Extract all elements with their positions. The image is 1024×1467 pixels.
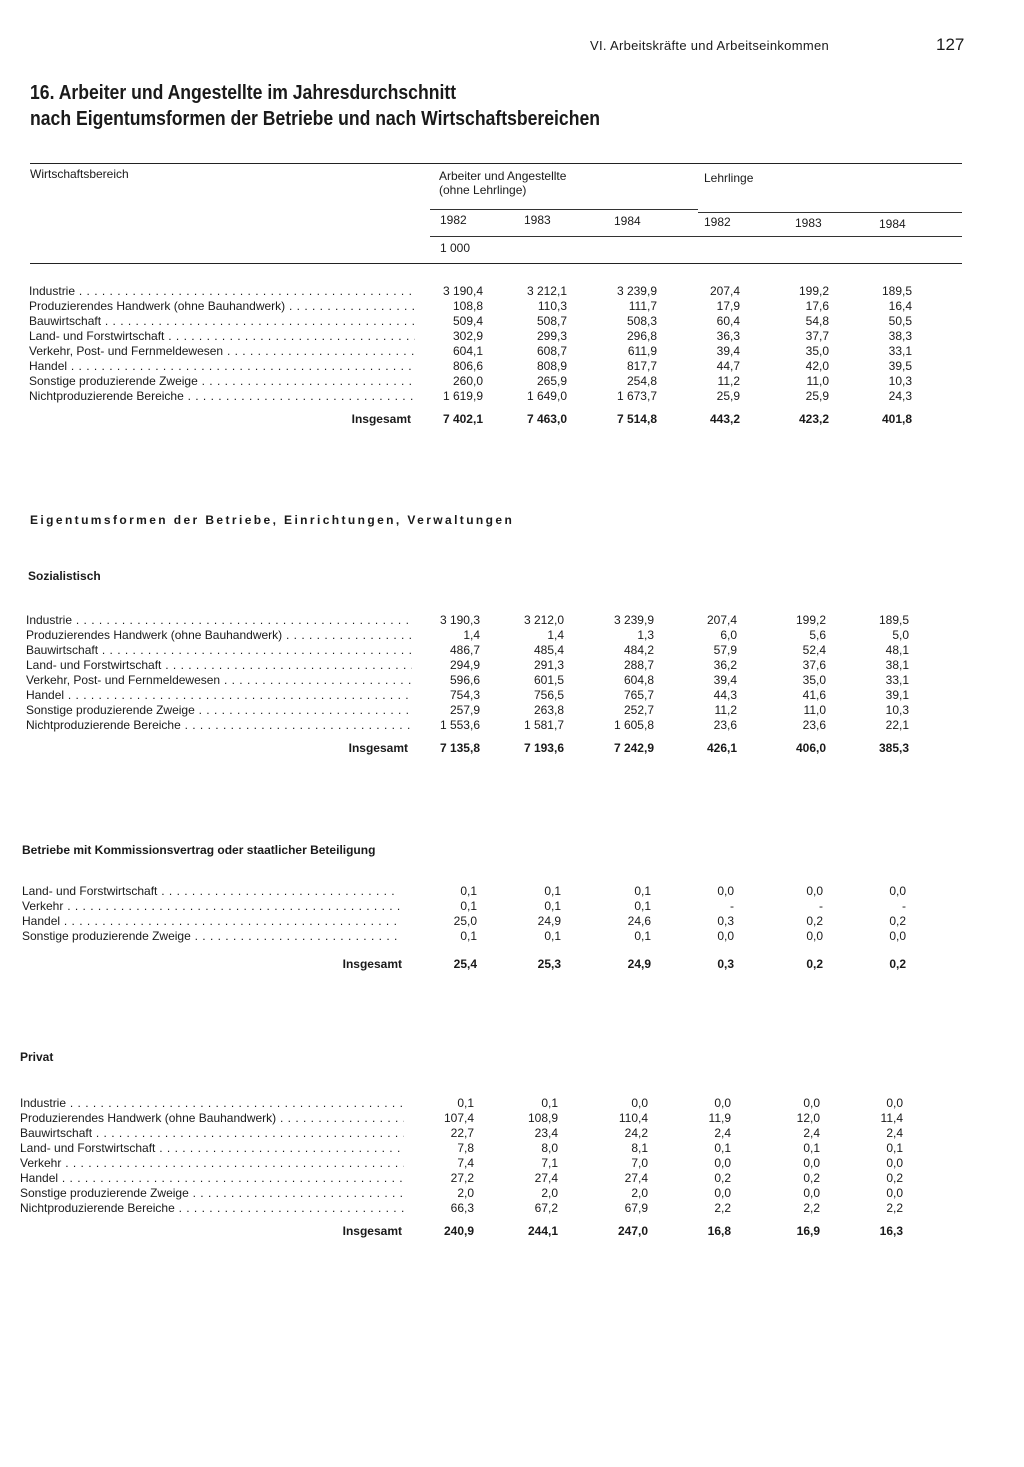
cell: 27,4 (624, 1171, 648, 1185)
cell: 16,8 (707, 1224, 731, 1238)
cell: 406,0 (795, 741, 826, 755)
cell: 5,0 (892, 628, 909, 642)
cell: 67,9 (624, 1201, 648, 1215)
row-label: Industrie . . . (26, 613, 412, 627)
cell: 6,0 (720, 628, 737, 642)
section-heading: Eigentumsformen der Betriebe, Einrichtungen, Verwaltungen (30, 513, 515, 527)
table-row (0, 1171, 1024, 1186)
cell: 0,0 (631, 1096, 648, 1110)
cell: 24,9 (537, 914, 561, 928)
cell: 0,0 (714, 1156, 731, 1170)
row-label: Bauwirtschaft . . . (20, 1126, 404, 1140)
cell: 754,3 (449, 688, 480, 702)
total-row (0, 741, 1024, 756)
cell: 426,1 (706, 741, 737, 755)
cell: 24,2 (624, 1126, 648, 1140)
block-heading-commission: Betriebe mit Kommissionsvertrag oder staatlicher Beteiligung (22, 843, 376, 857)
cell: 110,3 (537, 299, 567, 313)
table-row (0, 389, 1024, 404)
cell: 7,8 (457, 1141, 474, 1155)
cell: 0,1 (803, 1141, 820, 1155)
year-header-5: 1983 (795, 216, 822, 230)
row-label: Land- und Forstwirtschaft . . . (20, 1141, 404, 1155)
cell: 22,1 (885, 718, 909, 732)
cell: 608,7 (536, 344, 567, 358)
cell: 11,2 (714, 703, 737, 717)
cell: 240,9 (443, 1224, 474, 1238)
cell: 765,7 (623, 688, 654, 702)
total-row (0, 957, 1024, 972)
cell: 39,4 (713, 673, 737, 687)
cell: 0,3 (717, 957, 734, 971)
cell: 0,2 (714, 1171, 731, 1185)
cell: 0,2 (886, 1171, 903, 1185)
row-label: Sonstige produzierende Zweige . . . (29, 374, 415, 388)
year-header-3: 1984 (614, 214, 641, 228)
row-label: Sonstige produzierende Zweige . . . (20, 1186, 404, 1200)
cell: 25,0 (453, 914, 477, 928)
table-row (0, 299, 1024, 314)
row-label: Handel . . . (20, 1171, 404, 1185)
cell: 108,9 (527, 1111, 558, 1125)
cell: 288,7 (623, 658, 654, 672)
table-row (0, 703, 1024, 718)
cell: 0,1 (541, 1096, 558, 1110)
cell: 107,4 (443, 1111, 474, 1125)
cell: 756,5 (533, 688, 564, 702)
cell: 44,7 (716, 359, 740, 373)
total-label: Insgesamt (348, 741, 408, 755)
table-row (0, 1186, 1024, 1201)
cell: 36,2 (713, 658, 737, 672)
row-label: Industrie . . . (20, 1096, 404, 1110)
cell: 485,4 (533, 643, 564, 657)
row-label: Land- und Forstwirtschaft . . . (26, 658, 412, 672)
cell: 265,9 (536, 374, 567, 388)
cell: 11,2 (717, 374, 740, 388)
cell: 443,2 (709, 412, 740, 426)
cell: 0,1 (634, 929, 651, 943)
cell: 108,8 (452, 299, 483, 313)
cell: 35,0 (805, 344, 829, 358)
cell: 10,3 (888, 374, 912, 388)
cell: 67,2 (534, 1201, 558, 1215)
cell: 0,1 (460, 899, 477, 913)
cell: - (730, 899, 734, 913)
cell: 3 212,0 (523, 613, 564, 627)
unit-label: 1 000 (440, 241, 471, 255)
cell: 110,4 (618, 1111, 648, 1125)
block-heading-socialist: Sozialistisch (28, 569, 101, 583)
cell: 207,4 (709, 284, 740, 298)
cell: 23,6 (802, 718, 826, 732)
cell: 7 242,9 (613, 741, 654, 755)
cell: 7,4 (457, 1156, 474, 1170)
cell: 39,1 (885, 688, 909, 702)
cell: 244,1 (527, 1224, 558, 1238)
table-row (0, 688, 1024, 703)
cell: 111,7 (628, 299, 657, 313)
cell: 2,2 (886, 1201, 903, 1215)
group-rule-apprentices (698, 212, 962, 213)
cell: 257,9 (449, 703, 480, 717)
cell: 2,0 (457, 1186, 474, 1200)
table-row (0, 1096, 1024, 1111)
cell: 0,1 (544, 929, 561, 943)
cell: 247,0 (617, 1224, 648, 1238)
total-label: Insgesamt (342, 1224, 402, 1238)
cell: 16,4 (888, 299, 912, 313)
cell: 0,0 (886, 1096, 903, 1110)
cell: 25,3 (537, 957, 561, 971)
total-label: Insgesamt (351, 412, 411, 426)
cell: 11,0 (803, 703, 826, 717)
group-header-employees-line1: Arbeiter und Angestellte (439, 169, 567, 183)
cell: 0,2 (806, 957, 823, 971)
cell: 0,1 (634, 884, 651, 898)
cell: 10,3 (885, 703, 909, 717)
year-header-2: 1983 (524, 213, 551, 227)
cell: 0,0 (803, 1186, 820, 1200)
cell: 17,6 (805, 299, 829, 313)
table-row (0, 1156, 1024, 1171)
cell: 2,2 (803, 1201, 820, 1215)
cell: 0,1 (544, 884, 561, 898)
cell: 1 553,6 (439, 718, 480, 732)
row-label: Verkehr, Post- und Fernmeldewesen . . . (26, 673, 412, 687)
group-header-employees (439, 169, 566, 197)
cell: 23,6 (713, 718, 737, 732)
group-rule-employees (430, 209, 698, 210)
cell: 39,4 (716, 344, 740, 358)
table-row (0, 284, 1024, 299)
cell: 1,4 (463, 628, 480, 642)
cell: 1 581,7 (523, 718, 564, 732)
cell: 42,0 (805, 359, 829, 373)
table-row (0, 359, 1024, 374)
cell: 37,7 (805, 329, 829, 343)
cell: 207,4 (706, 613, 737, 627)
cell: 7,0 (631, 1156, 648, 1170)
cell: 1 619,9 (442, 389, 483, 403)
cell: 0,1 (457, 1096, 474, 1110)
cell: 0,2 (889, 914, 906, 928)
cell: 0,2 (806, 914, 823, 928)
row-label: Bauwirtschaft . . . (26, 643, 412, 657)
header-top-rule (30, 163, 962, 164)
cell: 27,2 (450, 1171, 474, 1185)
table-title-line2: nach Eigentumsformen der Betriebe und nach Wirtschaftsbereichen (30, 108, 601, 130)
cell: 3 239,9 (613, 613, 654, 627)
cell: 5,6 (809, 628, 826, 642)
cell: 3 190,4 (442, 284, 483, 298)
cell: 1 673,7 (616, 389, 657, 403)
cell: 24,3 (888, 389, 912, 403)
cell: 1 605,8 (613, 718, 654, 732)
cell: 401,8 (881, 412, 912, 426)
cell: 0,0 (806, 929, 823, 943)
cell: 11,9 (708, 1111, 731, 1125)
cell: 41,6 (802, 688, 826, 702)
cell: 0,3 (717, 914, 734, 928)
cell: 24,9 (627, 957, 651, 971)
table-row (0, 1141, 1024, 1156)
table-row (0, 673, 1024, 688)
row-label: Handel . . . (22, 914, 400, 928)
cell: 48,1 (885, 643, 909, 657)
row-label: Nichtproduzierende Bereiche . . . (20, 1201, 404, 1215)
row-label: Produzierendes Handwerk (ohne Bauhandwerk) . . . (26, 628, 412, 642)
row-label: Handel . . . (29, 359, 415, 373)
cell: 806,6 (452, 359, 483, 373)
cell: 0,0 (886, 1156, 903, 1170)
cell: 1,3 (637, 628, 654, 642)
cell: 601,5 (533, 673, 564, 687)
stub-header: Wirtschaftsbereich (30, 167, 129, 181)
cell: 25,9 (716, 389, 740, 403)
cell: 299,3 (536, 329, 567, 343)
cell: 0,2 (889, 957, 906, 971)
cell: 254,8 (626, 374, 657, 388)
cell: 509,4 (452, 314, 483, 328)
cell: 808,9 (536, 359, 567, 373)
cell: 0,0 (714, 1096, 731, 1110)
row-label: Sonstige produzierende Zweige . . . (22, 929, 400, 943)
cell: 604,1 (452, 344, 483, 358)
cell: 33,1 (885, 673, 909, 687)
cell: 44,3 (713, 688, 737, 702)
running-head: VI. Arbeitskräfte und Arbeitseinkommen (590, 38, 830, 53)
year-header-4: 1982 (704, 215, 731, 229)
cell: 2,0 (541, 1186, 558, 1200)
table-row (0, 374, 1024, 389)
cell: 60,4 (716, 314, 740, 328)
year-header-6: 1984 (879, 217, 906, 231)
row-label: Bauwirtschaft . . . (29, 314, 415, 328)
cell: 294,9 (449, 658, 480, 672)
cell: 2,0 (631, 1186, 648, 1200)
cell: 16,9 (796, 1224, 820, 1238)
table-row (0, 344, 1024, 359)
table-row (0, 884, 1024, 899)
table-title (30, 80, 600, 132)
table-row (0, 628, 1024, 643)
cell: 37,6 (802, 658, 826, 672)
cell: 7 402,1 (442, 412, 483, 426)
cell: 189,5 (878, 613, 909, 627)
row-label: Produzierendes Handwerk (ohne Bauhandwerk) . . . (29, 299, 415, 313)
group-header-apprentices: Lehrlinge (704, 171, 754, 185)
cell: 66,3 (450, 1201, 474, 1215)
cell: 39,5 (888, 359, 912, 373)
table-row (0, 1111, 1024, 1126)
row-label: Verkehr, Post- und Fernmeldewesen . . . (29, 344, 415, 358)
cell: 3 190,3 (439, 613, 480, 627)
cell: 16,3 (879, 1224, 903, 1238)
cell: 17,9 (716, 299, 740, 313)
cell: 25,9 (805, 389, 829, 403)
table-row (0, 929, 1024, 944)
cell: 508,7 (536, 314, 567, 328)
cell: 508,3 (626, 314, 657, 328)
years-rule (430, 236, 962, 237)
table-row (0, 613, 1024, 628)
total-row (0, 1224, 1024, 1239)
row-label: Land- und Forstwirtschaft . . . (22, 884, 400, 898)
row-label: Industrie . . . (29, 284, 415, 298)
cell: 36,3 (716, 329, 740, 343)
group-header-employees-line2: (ohne Lehrlinge) (439, 183, 527, 197)
cell: 12,0 (796, 1111, 820, 1125)
table-row (0, 899, 1024, 914)
cell: 11,4 (880, 1111, 903, 1125)
page-number: 127 (936, 35, 965, 54)
cell: 52,4 (802, 643, 826, 657)
cell: - (902, 899, 906, 913)
cell: 263,8 (533, 703, 564, 717)
cell: 11,0 (806, 374, 829, 388)
cell: 35,0 (802, 673, 826, 687)
row-label: Land- und Forstwirtschaft . . . (29, 329, 415, 343)
row-label: Verkehr . . . (22, 899, 400, 913)
cell: 22,7 (450, 1126, 474, 1140)
table-row (0, 914, 1024, 929)
cell: 0,1 (460, 929, 477, 943)
cell: 23,4 (534, 1126, 558, 1140)
cell: 38,1 (885, 658, 909, 672)
cell: 0,1 (544, 899, 561, 913)
cell: 260,0 (452, 374, 483, 388)
table-row (0, 1126, 1024, 1141)
total-label: Insgesamt (342, 957, 402, 971)
table-row (0, 643, 1024, 658)
header-bottom-rule (30, 263, 962, 264)
cell: 0,1 (634, 899, 651, 913)
cell: 0,1 (714, 1141, 731, 1155)
cell: 2,4 (886, 1126, 903, 1140)
cell: 0,0 (886, 1186, 903, 1200)
cell: 33,1 (888, 344, 912, 358)
total-row (0, 412, 1024, 427)
row-label: Produzierendes Handwerk (ohne Bauhandwerk) . . . (20, 1111, 404, 1125)
cell: 0,2 (803, 1171, 820, 1185)
cell: 604,8 (623, 673, 654, 687)
cell: 0,0 (714, 1186, 731, 1200)
cell: 252,7 (623, 703, 654, 717)
cell: 302,9 (452, 329, 483, 343)
table-row (0, 329, 1024, 344)
cell: 0,0 (803, 1156, 820, 1170)
cell: 0,0 (806, 884, 823, 898)
cell: 296,8 (626, 329, 657, 343)
cell: 8,1 (631, 1141, 648, 1155)
cell: 0,0 (717, 884, 734, 898)
table-row (0, 658, 1024, 673)
cell: 7,1 (541, 1156, 558, 1170)
table-row (0, 718, 1024, 733)
year-header-1: 1982 (440, 213, 467, 227)
cell: 0,0 (803, 1096, 820, 1110)
cell: 57,9 (713, 643, 737, 657)
cell: 2,4 (803, 1126, 820, 1140)
cell: 0,0 (717, 929, 734, 943)
cell: 27,4 (534, 1171, 558, 1185)
cell: 7 463,0 (526, 412, 567, 426)
cell: 189,5 (881, 284, 912, 298)
cell: 596,6 (449, 673, 480, 687)
cell: 24,6 (627, 914, 651, 928)
cell: 484,2 (623, 643, 654, 657)
row-label: Nichtproduzierende Bereiche . . . (29, 389, 415, 403)
row-label: Nichtproduzierende Bereiche . . . (26, 718, 412, 732)
cell: 0,0 (889, 884, 906, 898)
cell: 199,2 (798, 284, 829, 298)
cell: 1 649,0 (526, 389, 567, 403)
row-label: Sonstige produzierende Zweige . . . (26, 703, 412, 717)
cell: 2,2 (714, 1201, 731, 1215)
cell: 7 193,6 (523, 741, 564, 755)
table-row (0, 1201, 1024, 1216)
cell: 3 239,9 (616, 284, 657, 298)
cell: 7 135,8 (439, 741, 480, 755)
cell: 611,9 (627, 344, 657, 358)
cell: - (819, 899, 823, 913)
cell: 199,2 (795, 613, 826, 627)
cell: 486,7 (449, 643, 480, 657)
table-title-line1: 16. Arbeiter und Angestellte im Jahresdurchschnitt (30, 82, 457, 104)
cell: 7 514,8 (616, 412, 657, 426)
cell: 385,3 (878, 741, 909, 755)
cell: 0,1 (886, 1141, 903, 1155)
cell: 0,0 (889, 929, 906, 943)
cell: 38,3 (888, 329, 912, 343)
cell: 423,2 (798, 412, 829, 426)
cell: 817,7 (626, 359, 657, 373)
cell: 8,0 (541, 1141, 558, 1155)
cell: 50,5 (888, 314, 912, 328)
table-row (0, 314, 1024, 329)
row-label: Handel . . . (26, 688, 412, 702)
cell: 2,4 (714, 1126, 731, 1140)
cell: 3 212,1 (526, 284, 567, 298)
row-label: Verkehr . . . (20, 1156, 404, 1170)
cell: 25,4 (453, 957, 477, 971)
cell: 1,4 (547, 628, 564, 642)
cell: 54,8 (805, 314, 829, 328)
cell: 0,1 (460, 884, 477, 898)
block-heading-private: Privat (20, 1050, 54, 1064)
cell: 291,3 (533, 658, 564, 672)
